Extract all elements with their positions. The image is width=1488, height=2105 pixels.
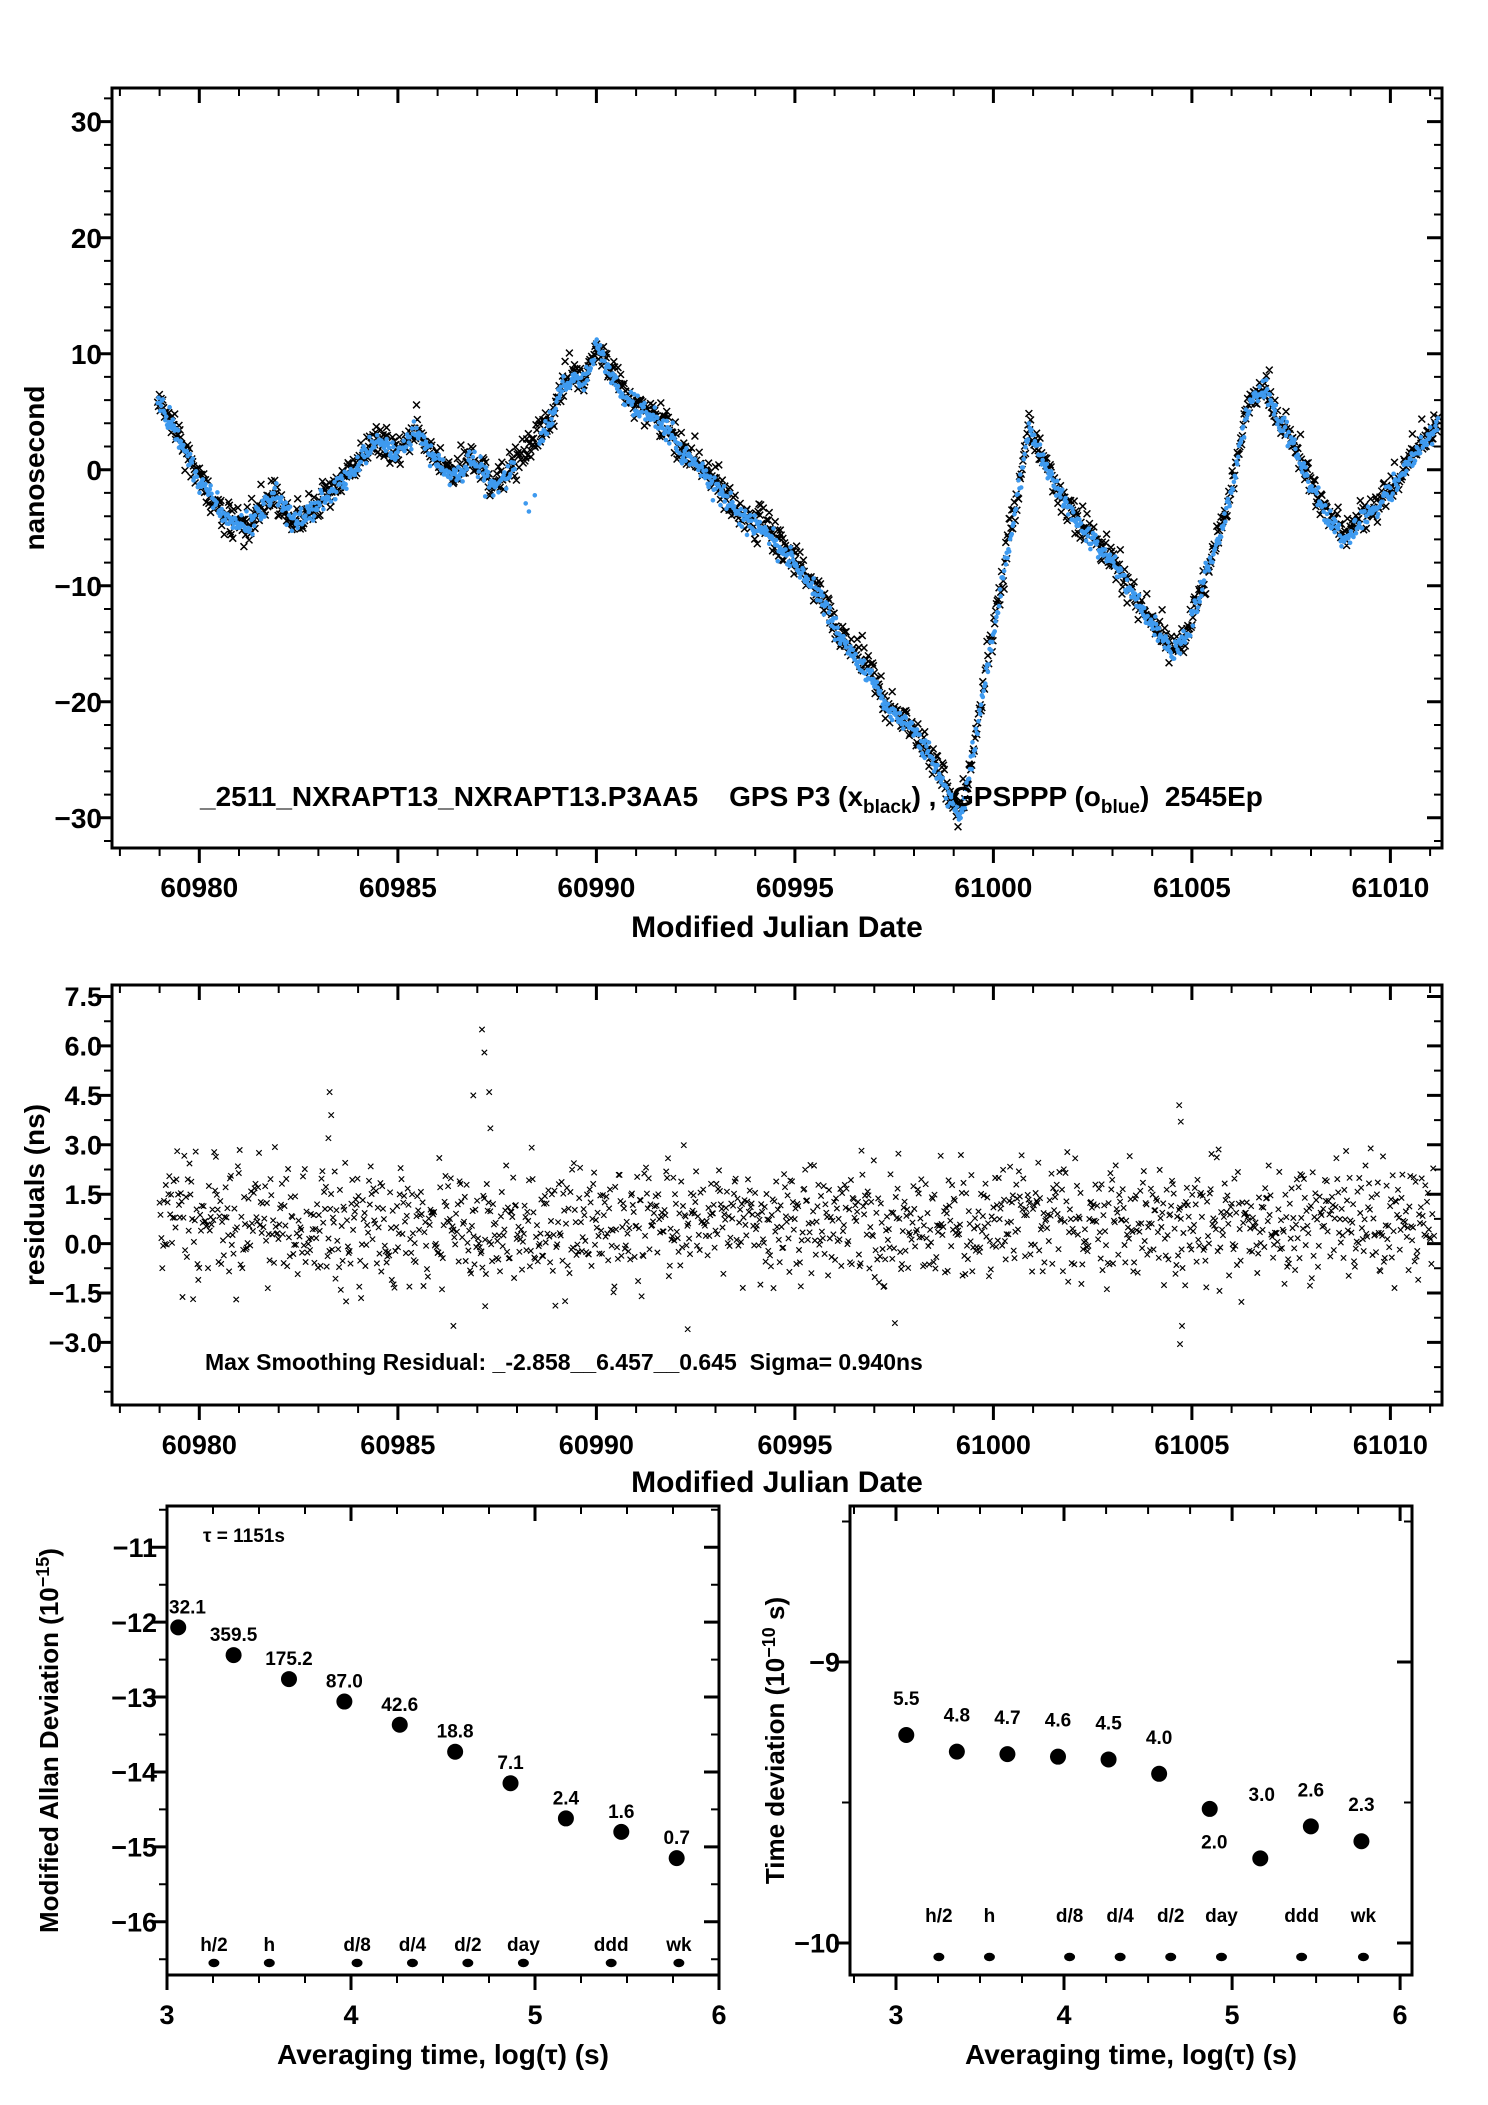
tau-marker-label: d/4 xyxy=(1106,1906,1134,1927)
x-tick-label: 60995 xyxy=(755,872,834,903)
axes-frame xyxy=(850,1506,1412,1975)
point-value-label: 0.7 xyxy=(663,1828,690,1850)
top-panel xyxy=(19,88,1442,944)
data-point xyxy=(558,1810,574,1826)
tau-marker-dot xyxy=(1216,1953,1227,1961)
series-residuals xyxy=(157,1027,1437,1347)
major-ticks xyxy=(152,1506,719,1990)
data-point xyxy=(999,1746,1015,1762)
y-tick-label: −15 xyxy=(111,1832,157,1863)
y-tick-label: −10 xyxy=(54,570,102,602)
x-tick-label: 61000 xyxy=(954,872,1033,903)
tdev-panel xyxy=(759,1506,1412,2070)
y-axis-title: nanosecond xyxy=(19,385,50,551)
x-tick-label: 60985 xyxy=(360,1430,436,1460)
x-tick-label: 61005 xyxy=(1152,872,1231,903)
x-tick-label: 60980 xyxy=(161,1430,237,1460)
major-ticks xyxy=(97,88,1442,863)
tau-marker-dot xyxy=(1296,1953,1307,1961)
point-value-label: 1.6 xyxy=(608,1801,635,1823)
tau-marker-dot xyxy=(264,1959,275,1967)
tau-marker-dot xyxy=(673,1959,684,1967)
y-tick-label: 6.0 xyxy=(64,1031,102,1062)
point-value-label: 3.0 xyxy=(1248,1784,1275,1806)
point-value-label: 2.4 xyxy=(552,1788,580,1810)
residuals-panel xyxy=(19,982,1442,1499)
axes-frame xyxy=(112,88,1442,848)
y-tick-label: −12 xyxy=(111,1607,157,1638)
x-tick-label: 60995 xyxy=(757,1430,833,1460)
point-value-label: 87.0 xyxy=(325,1671,363,1693)
x-tick-label: 4 xyxy=(1056,2000,1072,2030)
y-tick-label: −30 xyxy=(54,802,102,834)
x-tick-label: 6 xyxy=(711,2000,727,2030)
data-point xyxy=(392,1717,408,1733)
tau-marker-label: day xyxy=(507,1935,540,1956)
data-point xyxy=(613,1824,629,1840)
data-point xyxy=(447,1744,463,1760)
point-value-label: 5.5 xyxy=(893,1689,920,1711)
y-tick-label: 1.5 xyxy=(64,1179,102,1210)
y-tick-label: 0.0 xyxy=(64,1229,102,1260)
tau-marker-dot xyxy=(208,1959,219,1967)
data-point xyxy=(1050,1749,1066,1765)
x-tick-label: 3 xyxy=(159,2000,175,2030)
point-value-label: 2.0 xyxy=(1201,1832,1228,1854)
y-axis-title: Time deviation ($10^{-10}$ s) xyxy=(759,1596,790,1885)
y-tick-label: 20 xyxy=(70,222,102,254)
tau-marker-label: d/2 xyxy=(1157,1906,1185,1927)
point-value-label: 4.0 xyxy=(1145,1727,1173,1749)
tau-marker-dot xyxy=(1064,1953,1075,1961)
data-point xyxy=(1252,1850,1268,1866)
mdev-panel xyxy=(33,1506,727,2070)
axes-frame xyxy=(112,985,1442,1405)
y-tick-label: −3.0 xyxy=(48,1328,102,1359)
y-axis-title: Modified Allan Deviation $(10^{-15})$ xyxy=(33,1548,64,1933)
x-tick-label: 5 xyxy=(1224,2000,1240,2030)
point-value-label: 42.6 xyxy=(381,1694,419,1716)
tau-marker-label: d/8 xyxy=(343,1935,371,1956)
x-tick-label: 60985 xyxy=(358,872,437,903)
tau-marker-dot xyxy=(1115,1953,1126,1961)
point-value-label: 359.5 xyxy=(209,1625,258,1647)
point-value-label: 18.8 xyxy=(436,1721,474,1743)
tau-marker-label: h/2 xyxy=(200,1935,228,1956)
data-point xyxy=(170,1619,186,1635)
phase-annotation: _2511_NXRAPT13_NXRAPT13.P3AA5 GPS P3 $(x_{black})$ , GPSPPP $(o_{blue})$ 2545Ep xyxy=(200,781,1263,818)
x-axis-title: Modified Julian Date xyxy=(631,1466,923,1499)
tau-marker-label: h/2 xyxy=(925,1906,953,1927)
x-tick-label: 60990 xyxy=(558,1430,634,1460)
y-tick-label: −13 xyxy=(111,1682,157,1713)
point-value-label: 2.6 xyxy=(1297,1780,1325,1802)
point-value-label: 4.7 xyxy=(994,1708,1021,1730)
x-axis-title: Averaging time, log(τ) (s) xyxy=(277,2039,609,2070)
y-tick-label: −1.5 xyxy=(48,1278,102,1309)
y-tick-label: −10 xyxy=(794,1928,840,1959)
data-point xyxy=(1202,1801,1218,1817)
point-value-label: 2.3 xyxy=(1348,1795,1375,1817)
y-tick-label: 0 xyxy=(86,454,102,486)
tau-marker-label: day xyxy=(1205,1906,1238,1927)
tau-marker-label: wk xyxy=(1350,1906,1377,1927)
x-axis-title: Averaging time, log(τ) (s) xyxy=(965,2039,1297,2070)
tau-marker-dot xyxy=(462,1959,473,1967)
tau-marker-label: ddd xyxy=(593,1935,629,1956)
tau-marker-dot xyxy=(606,1959,617,1967)
tau-marker-label: ddd xyxy=(1284,1906,1320,1927)
y-tick-label: 7.5 xyxy=(64,982,102,1013)
x-tick-label: 61000 xyxy=(955,1430,1031,1460)
series-gpsppp xyxy=(158,340,1438,820)
data-point xyxy=(669,1850,685,1866)
y-tick-label: −11 xyxy=(112,1532,157,1563)
x-tick-label: 4 xyxy=(343,2000,359,2030)
tau-marker-dot xyxy=(1358,1953,1369,1961)
y-tick-label: −9 xyxy=(809,1647,840,1678)
tau-marker-label: h xyxy=(263,1935,276,1956)
minor-ticks xyxy=(159,1506,719,1983)
data-point xyxy=(1303,1818,1319,1834)
y-axis-title: residuals (ns) xyxy=(19,1103,50,1287)
x-tick-label: 61005 xyxy=(1154,1430,1230,1460)
x-axis-title: Modified Julian Date xyxy=(631,911,923,944)
tau-marker-dot xyxy=(933,1953,944,1961)
point-value-label: 4.5 xyxy=(1095,1713,1122,1735)
x-tick-label: 6 xyxy=(1392,2000,1408,2030)
x-tick-label: 61010 xyxy=(1352,1430,1428,1460)
data-point xyxy=(336,1694,352,1710)
y-tick-label: −14 xyxy=(111,1757,157,1788)
residual-annotation: Max Smoothing Residual: _-2.858__6.457__0.645 Sigma= 0.940ns xyxy=(205,1349,923,1375)
x-tick-label: 60990 xyxy=(557,872,636,903)
x-tick-label: 60980 xyxy=(160,872,239,903)
data-point xyxy=(1101,1751,1117,1767)
y-tick-label: −20 xyxy=(54,686,102,718)
tau-note: τ = 1151s xyxy=(203,1526,285,1547)
y-tick-label: 30 xyxy=(70,106,102,138)
tau-marker-label: d/8 xyxy=(1055,1906,1084,1927)
data-point xyxy=(281,1671,297,1687)
tau-marker-dot xyxy=(407,1959,418,1967)
tau-marker-label: h xyxy=(983,1906,996,1927)
y-tick-label: −16 xyxy=(111,1907,157,1938)
tau-marker-dot xyxy=(352,1959,363,1967)
y-tick-label: 4.5 xyxy=(64,1081,102,1112)
data-point xyxy=(898,1727,914,1743)
tau-marker-dot xyxy=(1165,1953,1176,1961)
data-point xyxy=(226,1647,242,1663)
data-point xyxy=(503,1775,519,1791)
y-tick-label: 10 xyxy=(70,338,102,370)
data-point xyxy=(1353,1833,1369,1849)
point-value-label: 4.8 xyxy=(943,1705,971,1727)
tau-marker-dot xyxy=(984,1953,995,1961)
x-tick-label: 61010 xyxy=(1351,872,1430,903)
point-value-label: 175.2 xyxy=(265,1649,313,1671)
data-point xyxy=(949,1744,965,1760)
point-value-label: 7.1 xyxy=(497,1753,524,1775)
point-value-label: 32.1 xyxy=(169,1597,206,1619)
tau-marker-label: d/4 xyxy=(398,1935,427,1956)
y-tick-label: 3.0 xyxy=(64,1130,102,1161)
point-value-label: 4.6 xyxy=(1044,1710,1072,1732)
tau-marker-label: d/2 xyxy=(454,1935,482,1956)
tau-marker-label: wk xyxy=(666,1935,692,1956)
minor-ticks xyxy=(104,88,1442,856)
data-point xyxy=(1151,1766,1167,1782)
tau-marker-dot xyxy=(518,1959,529,1967)
x-tick-label: 3 xyxy=(888,2000,904,2030)
x-tick-label: 5 xyxy=(527,2000,543,2030)
